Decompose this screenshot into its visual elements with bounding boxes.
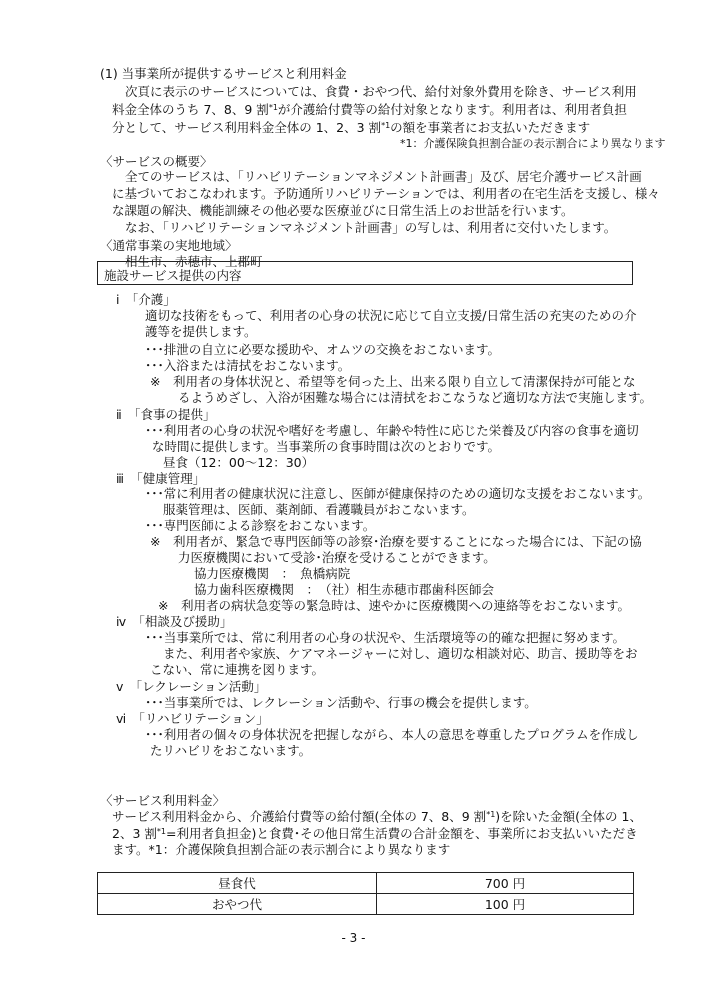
item-line: 昼食（12：00〜12：30） [163, 455, 315, 470]
section-heading: (1) 当事業所が提供するサービスと利用料金 [100, 66, 347, 81]
fee-table [97, 872, 634, 915]
table-row [98, 873, 634, 894]
item-line: ※ 利用者の身体状況と、希望等を伺った上、出来る限り自立して清潔保持が可能とな [150, 374, 636, 389]
section-para-line: 料金全体のうち 7、8、9 割$^{*1}$が介護給付費等の給付対象となります。利用者は、利用者負担 [112, 102, 627, 117]
item-label: ⅵ 「リハビリテーション」 [116, 711, 269, 726]
fees-heading: 〈サービス利用料金〉 [100, 793, 226, 808]
footnote-mark: *1 [156, 827, 166, 836]
partner-hospital: 協力医療機関 ： 魚橋病院 [194, 566, 351, 581]
item-label: ⅱ 「食事の提供」 [116, 407, 216, 422]
table-row [98, 894, 634, 915]
item-line: ※ 利用者が、緊急で専門医師等の診察･治療を要することになった場合には、下記の協 [150, 534, 642, 549]
item-line: な時間に提供します。当事業所の食事時間は次のとおりです。 [152, 439, 501, 454]
item-line: ･･･入浴または清拭をおこないます。 [145, 358, 351, 373]
item-label: ⅲ 「健康管理」 [116, 471, 206, 486]
fees-line: サービス利用料金から、介護給付費等の給付額(全体の 7、8、9 割$^{*1}$)を除いた金額(全体の 1、 [112, 809, 642, 824]
overview-heading: 〈サービスの概要〉 [100, 154, 213, 169]
fee-item: おやつ代 [98, 894, 377, 915]
overview-line: に基づいておこなわれます。予防通所リハビリテーションでは、利用者の在宅生活を支援し、様々 [112, 186, 660, 201]
fee-price: 100 円 [377, 894, 634, 915]
fee-item: 昼食代 [98, 873, 377, 894]
area-value: 相生市、赤穂市、上郡町 [125, 254, 263, 269]
footnote-mark: *1 [268, 103, 278, 112]
item-line: 適切な技術をもって、利用者の心身の状況に応じて自立支援/日常生活の充実のための介 [145, 308, 637, 323]
item-line: ･･･当事業所では、常に利用者の心身の状況や、生活環境等の的確な把握に努めます。 [145, 630, 626, 645]
footnote-mark: *1 [486, 810, 496, 819]
section-para-line: 分として、サービス利用料金全体の 1、2、3 割$^{*1}$の額を事業者にお支払いただきます [112, 120, 591, 135]
item-line: ･･･当事業所では、レクレーション活動や、行事の機会を提供します。 [145, 695, 537, 710]
item-line: ･･･常に利用者の健康状況に注意し、医師が健康保持のための適切な支援をおこないます。 [145, 486, 651, 501]
section-para-line: 次頁に表示のサービスについては、食費・おやつ代、給付対象外費用を除き、サービス利用 [125, 84, 637, 99]
item-label: ⅳ 「相談及び援助」 [116, 614, 233, 629]
overview-line: な課題の解決、機能訓練その他必要な医療並びに日常生活上のお世話を行います。 [112, 203, 574, 218]
item-line: るようめざし、入浴が困難な場合には清拭をおこなうなど適切な方法で実施します。 [178, 390, 653, 405]
item-line: こない、常に連携を図ります。 [150, 662, 325, 677]
footnote: *1：介護保険負担割合証の表示割合により異なります [400, 137, 666, 150]
item-label: ⅰ 「介護」 [116, 292, 176, 307]
partner-dental: 協力歯科医療機関 ： （社）相生赤穂市郡歯科医師会 [194, 582, 495, 597]
fees-line: 2、3 割$^{*1}$=利用者負担金)と食費･その他日常生活費の合計金額を、事業所にお支払いいただき [112, 826, 638, 841]
item-line: ･･･利用者の心身の状況や嗜好を考慮し、年齢や特性に応じた栄養及び内容の食事を適切 [145, 423, 639, 438]
item-line: 力医療機関において受診･治療を受けることができます。 [178, 550, 496, 565]
area-heading: 〈通常事業の実地地域〉 [100, 238, 238, 253]
item-line: ･･･排泄の自立に必要な援助や、オムツの交換をおこないます。 [145, 342, 501, 357]
item-line: ･･･利用者の個々の身体状況を把握しながら、本人の意思を尊重したプログラムを作成し [145, 727, 639, 742]
item-line: ･･･専門医師による診察をおこないます。 [145, 518, 376, 533]
item-line: たリハビリをおこないます。 [150, 743, 312, 758]
fee-price: 700 円 [377, 873, 634, 894]
facility-service-box [97, 261, 633, 285]
item-label: ⅴ 「レクレーション活動」 [116, 679, 267, 694]
overview-line: なお、「リハビリテーションマネジメント計画書」の写しは、利用者に交付いたします。 [125, 220, 617, 235]
overview-line: 全てのサービスは、「リハビリテーションマネジメント計画書」及び、居宅介護サービス計画 [125, 169, 642, 184]
page-number: - 3 - [341, 931, 366, 945]
item-line: また、利用者や家族、ケアマネージャーに対し、適切な相談対応、助言、援助等をお [163, 646, 638, 661]
fees-line: ます。*1：介護保険負担割合証の表示割合により異なります [112, 842, 451, 857]
item-line: 護等を提供します。 [145, 324, 257, 339]
footnote-mark: *1 [381, 121, 391, 130]
item-line: 服薬管理は、医師、薬剤師、看護職員がおこないます。 [163, 502, 475, 517]
item-line: ※ 利用者の病状急変等の緊急時は、速やかに医療機関への連絡等をおこないます。 [158, 598, 630, 613]
facility-service-title: 施設サービス提供の内容 [104, 268, 242, 283]
